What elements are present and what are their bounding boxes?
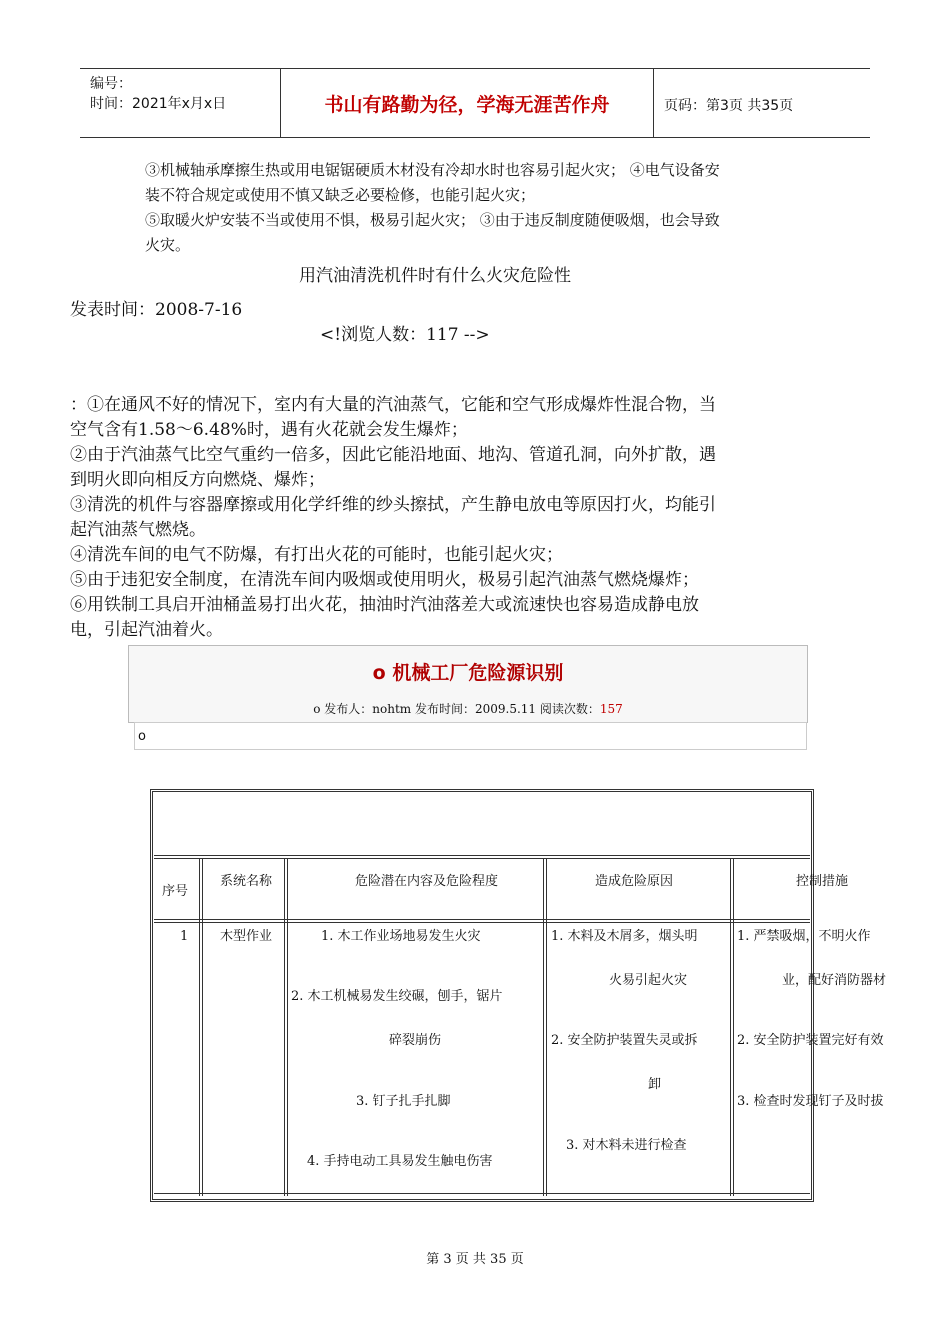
- article-line: 空气含有1.58～6.48%时，遇有火花就会发生爆炸；: [70, 420, 468, 440]
- table-cell-control: 业，配好消防器材: [782, 973, 887, 988]
- table-header-cell: 系统名称: [220, 874, 273, 889]
- table-cell-cause: 火易引起火灾: [609, 973, 688, 988]
- page-header: [80, 68, 870, 138]
- table-header-cell: 危险潜在内容及危险程度: [355, 874, 499, 889]
- table-cell-system: 木型作业: [220, 929, 273, 944]
- post-sub-box: [134, 722, 807, 750]
- post-title[interactable]: o 机械工厂危险源识别: [372, 662, 564, 684]
- table-rule: [154, 1193, 810, 1194]
- table-col-rule: [287, 858, 288, 1196]
- table-cell-hazard: 2. 木工机械易发生绞碾，刨手，锯片: [291, 989, 503, 1004]
- table-col-rule: [199, 858, 200, 1196]
- intro-line: 装不符合规定或使用不慎又缺乏必要检修，也能引起火灾；: [145, 186, 536, 204]
- table-cell-cause: 3. 对木料未进行检查: [566, 1138, 687, 1153]
- table-cell-hazard: 1. 木工作业场地易发生火灾: [321, 929, 481, 944]
- article-line: 电，引起汽油着火。: [70, 620, 223, 640]
- table-rule: [154, 922, 810, 923]
- table-col-rule: [202, 858, 203, 1196]
- table-header-cell: 序号: [162, 884, 189, 899]
- intro-line: ⑤取暖火炉安装不当或使用不惧，极易引起火灾； ③由于违反制度随便吸烟，也会导致: [145, 211, 720, 229]
- intro-line: ③机械轴承摩擦生热或用电锯锯硬质木材没有冷却水时也容易引起火灾； ④电气设备安: [145, 161, 720, 179]
- table-cell-hazard: 碎裂崩伤: [389, 1033, 442, 1048]
- table-col-rule: [284, 858, 285, 1196]
- table-col-rule: [730, 858, 731, 1196]
- article-line: 到明火即向相反方向燃烧、爆炸；: [70, 470, 325, 490]
- table-cell-no: 1: [180, 929, 189, 944]
- table-cell-cause: 2. 安全防护装置失灵或拆: [551, 1033, 698, 1048]
- article-line: ：①在通风不好的情况下，室内有大量的汽油蒸气，它能和空气形成爆炸性混合物，当: [70, 395, 716, 415]
- table-cell-control: 3. 检查时发现钉子及时拔: [737, 1094, 884, 1109]
- table-col-rule: [733, 858, 734, 1196]
- sub-bullet: o: [138, 729, 146, 744]
- table-header-cell: 控制措施: [796, 874, 849, 889]
- article-line: 起汽油蒸气燃烧。: [70, 520, 206, 540]
- doc-number-label: 编号：: [90, 76, 132, 92]
- table-cell-control: 1. 严禁吸烟，不明火作: [737, 929, 871, 944]
- article-line: ⑥用铁制工具启开油桶盖易打出火花，抽油时汽油落差大或流速快也容易造成静电放: [70, 595, 699, 615]
- table-col-rule: [546, 858, 547, 1196]
- table-cell-hazard: 4. 手持电动工具易发生触电伤害: [307, 1154, 493, 1169]
- table-cell-cause: 卸: [648, 1077, 662, 1092]
- table-cell-hazard: 3. 钉子扎手扎脚: [356, 1094, 451, 1109]
- article-line: ⑤由于违犯安全制度，在清洗车间内吸烟或使用明火，极易引起汽油蒸气燃烧爆炸；: [70, 570, 699, 590]
- post-header-box: [128, 645, 808, 723]
- article-line: ③清洗的机件与容器摩擦或用化学纤维的纱头擦拭，产生静电放电等原因打火，均能引: [70, 495, 716, 515]
- article-line: ④清洗车间的电气不防爆，有打出火花的可能时，也能引起火灾；: [70, 545, 563, 565]
- article-title: 用汽油清洗机件时有什么火灾危险性: [299, 266, 571, 286]
- table-rule: [154, 919, 810, 920]
- table-cell-cause: 1. 木料及木屑多，烟头明: [551, 929, 698, 944]
- table-rule: [154, 858, 810, 859]
- page-footer: 第 3 页 共 35 页: [426, 1252, 524, 1267]
- header-meta: [80, 69, 281, 137]
- header-page-info: 页码：第3页 共35页: [664, 98, 794, 114]
- table-cell-control: 2. 安全防护装置完好有效: [737, 1033, 884, 1048]
- header-motto: 书山有路勤为径，学海无涯苦作舟: [281, 69, 654, 137]
- post-view-count: 157: [599, 702, 623, 716]
- post-meta: [129, 700, 807, 717]
- intro-line: 火灾。: [145, 236, 191, 254]
- table-rule: [154, 855, 810, 856]
- table-header-cell: 造成危险原因: [595, 874, 674, 889]
- article-published: 发表时间：2008-7-16: [70, 300, 243, 320]
- article-line: ②由于汽油蒸气比空气重约一倍多，因此它能沿地面、地沟、管道孔洞，向外扩散，遇: [70, 445, 716, 465]
- post-meta-text: o 发布人：nohtm 发布时间：2009.5.11 阅读次数：: [313, 702, 600, 716]
- doc-time-label: 时间：2021年x月x日: [90, 96, 227, 112]
- article-views: <!浏览人数：117 -->: [320, 325, 490, 345]
- table-col-rule: [543, 858, 544, 1196]
